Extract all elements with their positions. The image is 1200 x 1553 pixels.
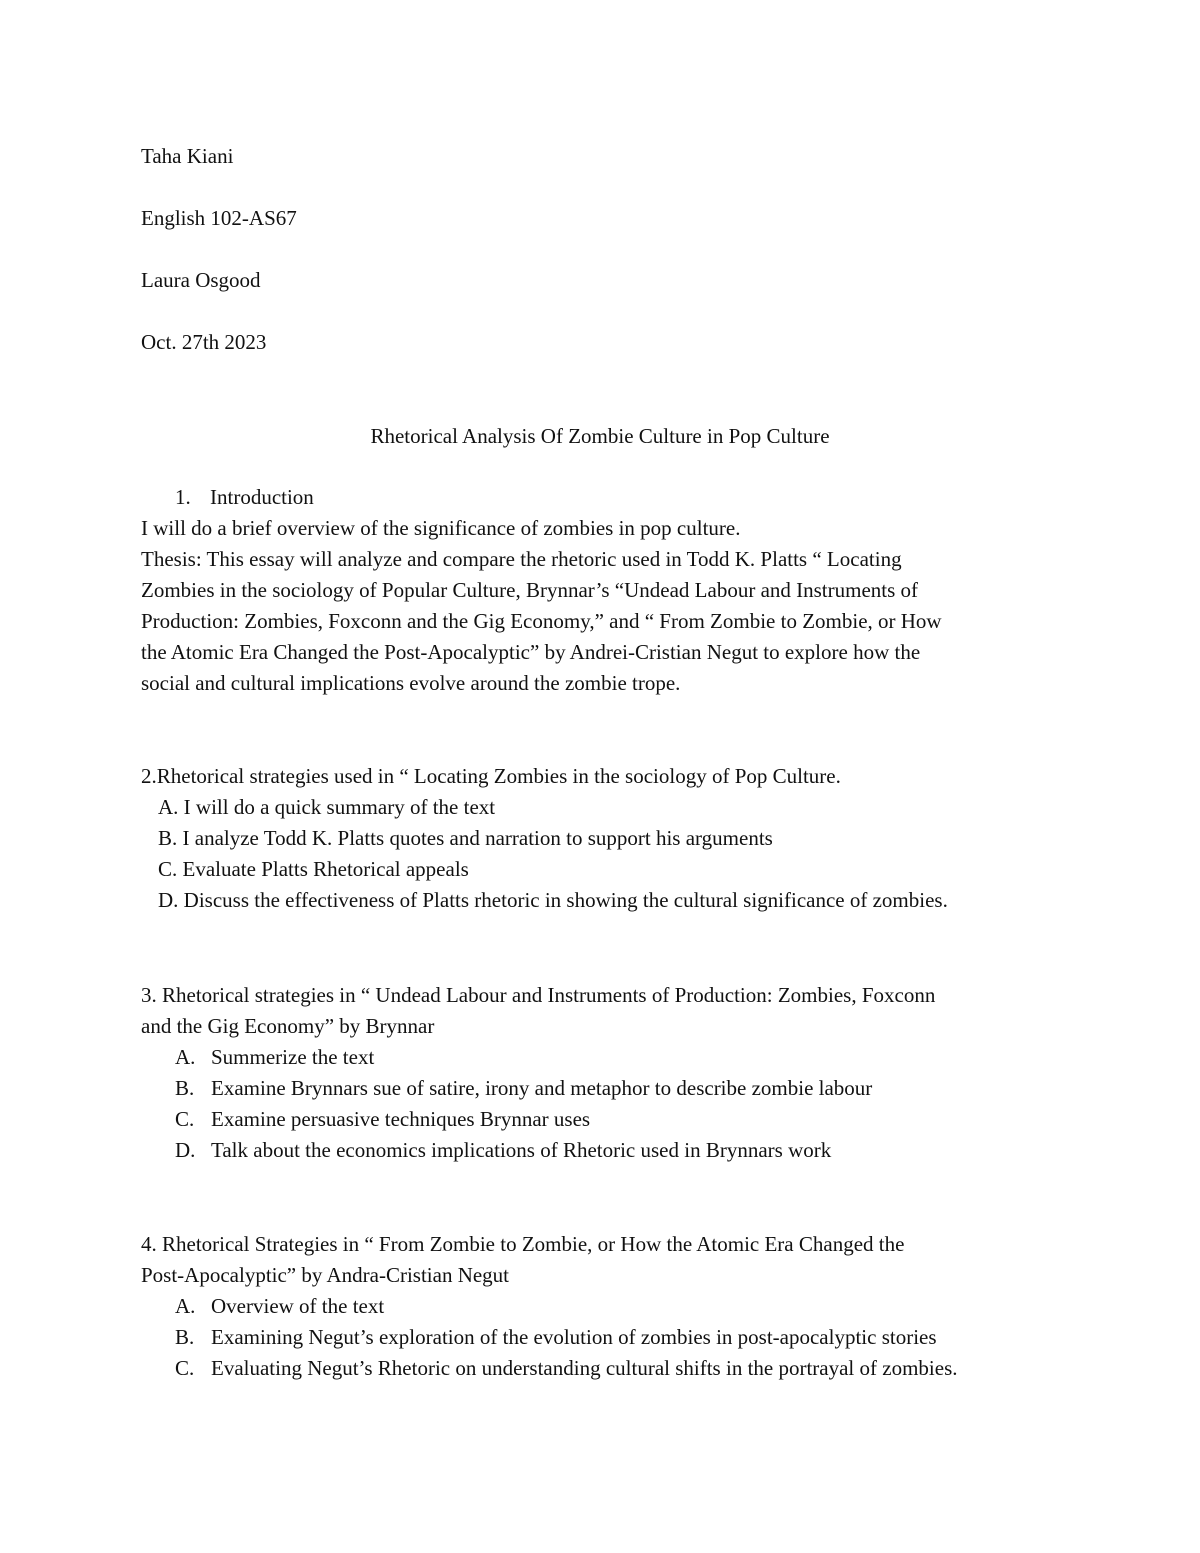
section-2-heading: 2.Rhetorical strategies used in “ Locating Zombies in the sociology of Pop Culture. <box>141 764 841 788</box>
document-title: Rhetorical Analysis Of Zombie Culture in Pop Culture <box>370 424 830 448</box>
section-3-item <box>175 1104 590 1135</box>
section-1-line: I will do a brief overview of the significance of zombies in pop culture. <box>141 516 741 540</box>
item-text: Examining Negut’s exploration of the evolution of zombies in post-apocalyptic stories <box>211 1325 937 1349</box>
course-name: English 102-AS67 <box>141 206 297 230</box>
section-1-line: Thesis: This essay will analyze and compare the rhetoric used in Todd K. Platts “ Locating <box>141 547 902 571</box>
section-4-item <box>175 1353 958 1384</box>
section-1-number: 1. <box>175 485 191 509</box>
item-text: Examine persuasive techniques Brynnar uses <box>211 1107 591 1131</box>
section-2-item: B. I analyze Todd K. Platts quotes and narration to support his arguments <box>158 826 773 850</box>
section-4-heading: 4. Rhetorical Strategies in “ From Zombie to Zombie, or How the Atomic Era Changed the <box>141 1232 905 1256</box>
item-text: Talk about the economics implications of Rhetoric used in Brynnars work <box>211 1138 832 1162</box>
item-text: Evaluating Negut’s Rhetoric on understanding cultural shifts in the portrayal of zombies. <box>211 1356 958 1380</box>
section-3-heading: 3. Rhetorical strategies in “ Undead Labour and Instruments of Production: Zombies, Foxconn <box>141 983 936 1007</box>
section-3-item <box>175 1073 872 1104</box>
section-4-heading: Post-Apocalyptic” by Andra-Cristian Negut <box>141 1263 510 1287</box>
section-3-heading: and the Gig Economy” by Brynnar <box>141 1014 435 1038</box>
section-2-item: C. Evaluate Platts Rhetorical appeals <box>158 857 469 881</box>
item-letter: B. <box>175 1325 195 1349</box>
item-letter: D. <box>175 1138 196 1162</box>
section-1-line: the Atomic Era Changed the Post-Apocalyptic” by Andrei-Cristian Negut to explore how the <box>141 640 921 664</box>
item-letter: C. <box>175 1107 195 1131</box>
item-letter: B. <box>175 1076 195 1100</box>
section-3-item <box>175 1135 831 1166</box>
document-date: Oct. 27th 2023 <box>141 330 267 354</box>
section-4-item <box>175 1322 937 1353</box>
section-4-item <box>175 1291 384 1322</box>
item-letter: A. <box>175 1045 196 1069</box>
item-letter: C. <box>175 1356 195 1380</box>
section-2-item: A. I will do a quick summary of the text <box>158 795 496 819</box>
item-letter: A. <box>175 1294 196 1318</box>
item-text: Overview of the text <box>211 1294 385 1318</box>
section-3-item <box>175 1042 374 1073</box>
author-name: Taha Kiani <box>141 144 234 168</box>
instructor-name: Laura Osgood <box>141 268 261 292</box>
section-1-heading <box>175 482 314 513</box>
section-1-line: Zombies in the sociology of Popular Culture, Brynnar’s “Undead Labour and Instruments of <box>141 578 919 602</box>
section-2-item: D. Discuss the effectiveness of Platts rhetoric in showing the cultural significance of zombies. <box>158 888 948 912</box>
section-1-line: Production: Zombies, Foxconn and the Gig Economy,” and “ From Zombie to Zombie, or How <box>141 609 942 633</box>
section-1-line: social and cultural implications evolve around the zombie trope. <box>141 671 681 695</box>
item-text: Examine Brynnars sue of satire, irony and metaphor to describe zombie labour <box>211 1076 873 1100</box>
item-text: Summerize the text <box>211 1045 375 1069</box>
section-1-title: Introduction <box>210 485 314 509</box>
